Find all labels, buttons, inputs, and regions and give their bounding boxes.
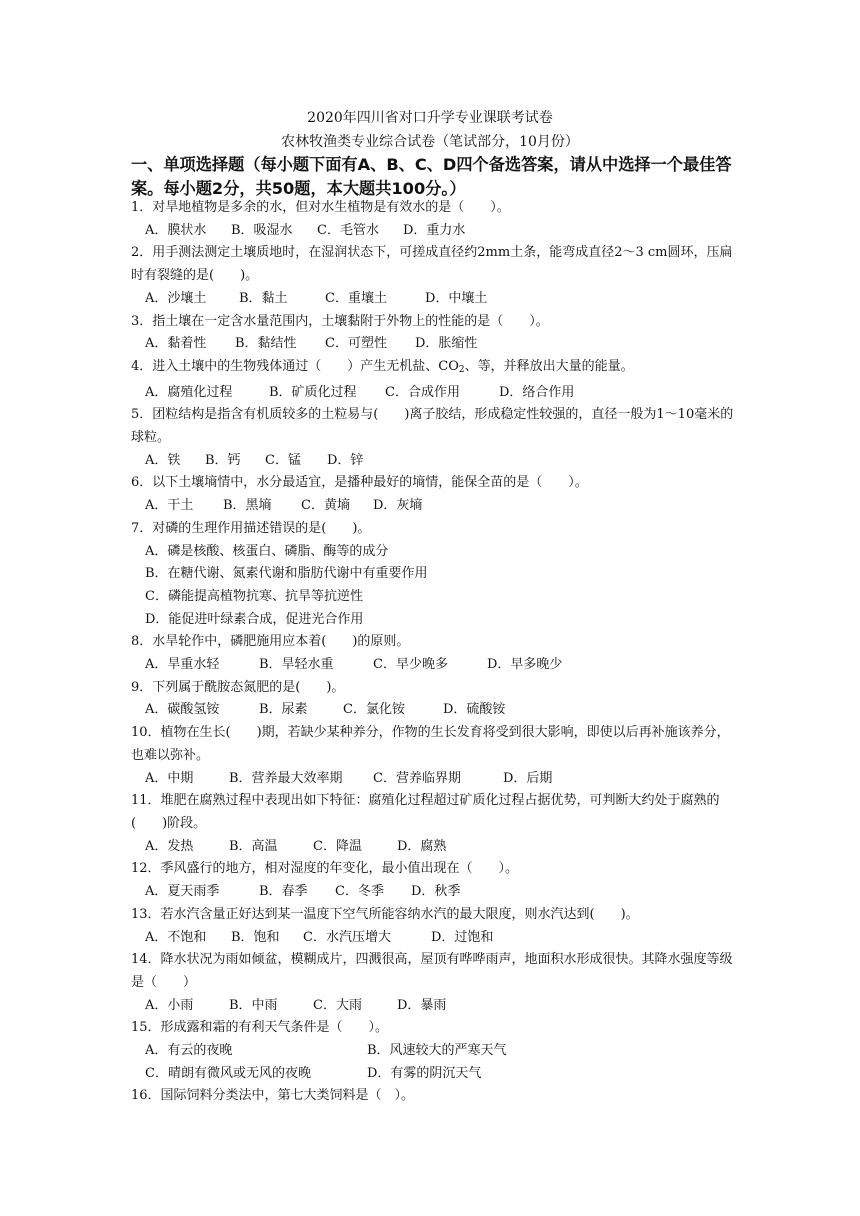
option-d: D．胀缩性: [415, 336, 478, 352]
question-13: [131, 904, 735, 949]
option-c: C．大雨: [313, 997, 362, 1013]
option-b: B．营养最大效率期: [229, 770, 343, 786]
stem-part: 4．进入土壤中的生物残体通过（ ）产生无机盐、CO: [131, 358, 459, 374]
question-11: [131, 790, 735, 858]
option-a: A．腐殖化过程: [145, 384, 233, 400]
question-stem: 13．若水汽含量正好达到某一温度下空气所能容纳水汽的最大限度，则水汽达到( )。: [131, 906, 639, 922]
question-12: [131, 858, 735, 903]
option-c: C．黄墒: [301, 498, 350, 514]
option-b: B．黏结性: [235, 336, 297, 352]
section-heading: 一、单项选择题（每小题下面有A、B、C、D四个备选答案，请从中选择一个最佳答案。每小题2分，共50题，本大题共100分。）: [131, 155, 732, 198]
option-c: C．氯化铵: [343, 702, 405, 718]
option-c: C．锰: [265, 452, 301, 468]
option-b: B．风速较大的严寒天气: [367, 1043, 507, 1059]
option-a: A．黏着性: [145, 336, 207, 352]
option-row: [131, 836, 735, 859]
option-c: C．可塑性: [325, 336, 387, 352]
option-d: D．络合作用: [499, 384, 575, 400]
option-d: D．有雾的阴沉天气: [367, 1065, 482, 1081]
option-c: C．营养临界期: [373, 770, 461, 786]
option-b: B．钙: [205, 452, 241, 468]
option-a: A．碳酸氢铵: [145, 702, 220, 718]
question-stem: 2．用手测法测定土壤质地时，在湿润状态下，可搓成直径约2mm土条，能弯成直径2～3 cm圆环，压扁时有裂缝的是( )。: [131, 245, 733, 284]
option-d: D．硫酸铵: [443, 702, 506, 718]
option-b: B．中雨: [229, 997, 278, 1013]
option-d: D．锌: [327, 452, 364, 468]
option-a: A．旱重水轻: [145, 657, 220, 673]
question-15: [131, 1017, 735, 1085]
option-row: [131, 881, 735, 904]
option-row: [131, 333, 735, 356]
option-b: B．春季: [259, 884, 308, 900]
option-b: B．饱和: [231, 929, 280, 945]
option-d: D．能促进叶绿素合成，促进光合作用: [145, 611, 364, 627]
option-a: A．不饱和: [145, 929, 207, 945]
option-row: [131, 927, 735, 950]
exam-title: 2020年四川省对口升学专业课联考试卷: [307, 110, 553, 126]
question-16: [131, 1085, 735, 1108]
option-row: [131, 495, 735, 518]
question-stem: 8．水旱轮作中，磷肥施用应本着( )的原则。: [131, 634, 410, 650]
option-c: C．降温: [313, 838, 362, 854]
option-d: D．暴雨: [397, 997, 447, 1013]
option-d: D．中壤土: [425, 290, 488, 306]
option-a: A．铁: [145, 452, 181, 468]
option-a: A．磷是核酸、核蛋白、磷脂、酶等的成分: [145, 543, 389, 559]
option-c: C．重壤土: [325, 290, 387, 306]
option-a: A．小雨: [145, 997, 194, 1013]
option-a: A．中期: [145, 770, 194, 786]
option-b: B．旱轻水重: [259, 657, 334, 673]
option-b: B．黑墒: [223, 498, 272, 514]
question-8: [131, 631, 735, 676]
question-9: [131, 677, 735, 722]
question-4: [131, 356, 735, 404]
option-row: [131, 450, 735, 473]
option-a: A．沙壤土: [145, 290, 207, 306]
option-c: C．毛管水: [317, 222, 379, 238]
option-c: C．合成作用: [385, 384, 460, 400]
option-d: D．腐熟: [397, 838, 447, 854]
question-stem: 6．以下土壤墒情中，水分最适宜，是播种最好的墒情，能保全苗的是（ ）。: [131, 475, 588, 491]
option-d: D．过饱和: [431, 929, 494, 945]
question-10: [131, 722, 735, 790]
option-c: C．水汽压增大: [303, 929, 391, 945]
question-1: [131, 197, 735, 242]
option-grid: [131, 1040, 735, 1085]
option-c: C．晴朗有微风或无风的夜晚: [145, 1065, 311, 1081]
question-stem: 15．形成露和霜的有利天气条件是（ ）。: [131, 1020, 389, 1036]
option-d: D．重力水: [403, 222, 466, 238]
question-stem: 11．堆肥在腐熟过程中表现出如下特征：腐殖化过程超过矿质化过程占据优势，可判断大约处于腐熟的( )阶段。: [131, 793, 720, 831]
question-stem: 9．下列属于酰胺态氮肥的是( )。: [131, 679, 345, 695]
question-stem: 7．对磷的生理作用描述错误的是( )。: [131, 520, 371, 536]
option-b: B．黏土: [239, 290, 288, 306]
option-row: [131, 699, 735, 722]
question-stem: 14．降水状况为雨如倾盆，模糊成片，四溅很高，屋顶有哗哗雨声，地面积水形成很快。其降水强度等级是（ ）: [131, 952, 733, 990]
option-b: B．吸湿水: [231, 222, 293, 238]
question-7: [131, 518, 735, 632]
option-d: D．灰墒: [373, 498, 423, 514]
option-row: [131, 288, 735, 311]
question-stem: 3．指土壤在一定含水量范围内，土壤黏附于外物上的性能的是（ ）。: [131, 313, 549, 329]
option-row: [131, 654, 735, 677]
option-row: [131, 995, 735, 1018]
option-a: A．夏天雨季: [145, 884, 220, 900]
exam-header: [0, 106, 860, 154]
option-b: B．高温: [229, 838, 278, 854]
exam-subtitle: 农林牧渔类专业综合试卷（笔试部分，10月份）: [281, 134, 579, 150]
option-b: B．矿质化过程: [269, 384, 357, 400]
question-5: [131, 404, 735, 472]
option-c: C．冬季: [335, 884, 384, 900]
option-a: A．膜状水: [145, 222, 207, 238]
question-list: [131, 197, 735, 1108]
option-a: A．干土: [145, 498, 194, 514]
option-row: [131, 220, 735, 243]
option-d: D．早多晚少: [487, 657, 563, 673]
question-stem: 1．对旱地植物是多余的水，但对水生植物是有效水的是（ ）。: [131, 200, 510, 215]
option-row: [131, 382, 735, 405]
option-b: B．在糖代谢、氮素代谢和脂肪代谢中有重要作用: [145, 566, 428, 582]
question-6: [131, 472, 735, 517]
question-stem: [131, 356, 735, 382]
subscript: 2: [458, 364, 465, 375]
option-c: C．磷能提高植物抗寒、抗旱等抗逆性: [145, 588, 363, 604]
option-row: [131, 768, 735, 791]
option-c: C．早少晚多: [373, 657, 448, 673]
question-stem: 16．国际饲料分类法中，第七大类饲料是（ ）。: [131, 1088, 415, 1104]
option-a: A．有云的夜晚: [145, 1043, 233, 1059]
option-a: A．发热: [145, 838, 194, 854]
question-stem: 12．季风盛行的地方，相对湿度的年变化，最小值出现在（ ）。: [131, 861, 519, 877]
question-stem: 5．团粒结构是指含有机质较多的土粒易与( )离子胶结，形成稳定性较强的，直径一般为1～10毫米的球粒。: [131, 407, 734, 446]
option-b: B．尿素: [259, 702, 308, 718]
question-14: [131, 949, 735, 1017]
option-d: D．秋季: [411, 884, 461, 900]
question-2: [131, 242, 735, 310]
question-stem: 10．植物在生长( )期，若缺少某种养分，作物的生长发育将受到很大影响，即使以后再补施该养分，也难以弥补。: [131, 725, 730, 763]
question-3: [131, 311, 735, 356]
option-d: D．后期: [503, 770, 553, 786]
stem-part: 、等，并释放出大量的能量。: [464, 358, 634, 374]
